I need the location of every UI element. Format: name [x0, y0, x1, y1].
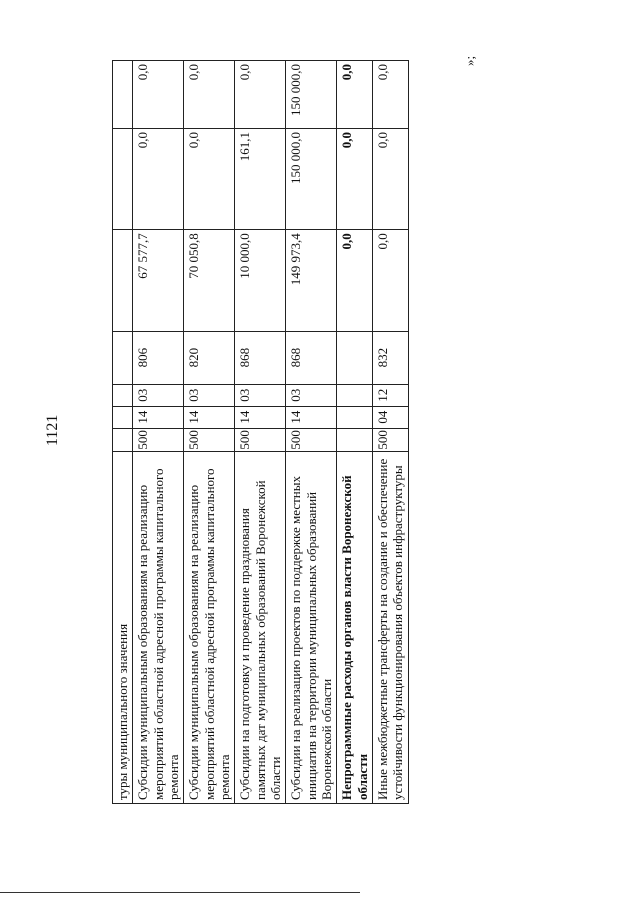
row-code-3	[113, 384, 133, 406]
row-value-2: 0,0	[372, 128, 408, 229]
row-code-2: 14	[133, 406, 184, 428]
row-value-2	[113, 128, 133, 229]
row-value-1	[113, 230, 133, 331]
row-code-2	[337, 406, 373, 428]
row-value-2: 150 000,0	[286, 128, 337, 229]
row-code-1: 500	[235, 428, 286, 451]
row-value-3: 0,0	[372, 61, 408, 129]
table-row	[113, 61, 133, 804]
row-code-2: 04	[372, 406, 408, 428]
row-code-3: 03	[184, 384, 235, 406]
row-code-1	[113, 428, 133, 451]
row-value-2: 161,1	[235, 128, 286, 229]
closing-quote-mark: »;	[462, 55, 477, 66]
row-code-2: 14	[235, 406, 286, 428]
table-row	[372, 61, 408, 804]
row-value-3: 150 000,0	[286, 61, 337, 129]
row-value-3	[113, 61, 133, 129]
row-code-3: 03	[286, 384, 337, 406]
row-code-1: 500	[372, 428, 408, 451]
row-code-3	[337, 384, 373, 406]
row-code-1: 500	[184, 428, 235, 451]
row-name: Субсидии на реализацию проектов по поддержке местных инициатив на территории муниципальных образований Воронежской области	[286, 452, 337, 804]
row-value-1: 70 050,8	[184, 230, 235, 331]
row-value-1: 67 577,7	[133, 230, 184, 331]
row-code-4: 806	[133, 331, 184, 384]
row-name: туры муниципального значения	[113, 452, 133, 804]
row-code-1: 500	[286, 428, 337, 451]
table-row	[337, 61, 373, 804]
row-code-3: 12	[372, 384, 408, 406]
row-code-4	[113, 331, 133, 384]
row-value-2: 0,0	[337, 128, 373, 229]
budget-table	[112, 60, 409, 804]
row-code-1	[337, 428, 373, 451]
row-value-1: 0,0	[372, 230, 408, 331]
row-code-3: 03	[133, 384, 184, 406]
row-code-2	[113, 406, 133, 428]
rotated-budget-table	[112, 60, 409, 804]
row-code-4: 832	[372, 331, 408, 384]
table-row	[133, 61, 184, 804]
row-code-1: 500	[133, 428, 184, 451]
bottom-divider	[0, 892, 360, 893]
table-row	[286, 61, 337, 804]
row-code-4	[337, 331, 373, 384]
row-code-2: 14	[184, 406, 235, 428]
row-value-1: 149 973,4	[286, 230, 337, 331]
row-name: Субсидии на подготовку и проведение празднования памятных дат муниципальных образований Воронежской области	[235, 452, 286, 804]
row-value-2: 0,0	[133, 128, 184, 229]
row-name: Непрограммные расходы органов власти Воронежской области	[337, 452, 373, 804]
row-value-3: 0,0	[337, 61, 373, 129]
row-name: Иные межбюджетные трансферты на создание и обеспечение устойчивости функционирования объектов инфраструктуры	[372, 452, 408, 804]
row-code-2: 14	[286, 406, 337, 428]
table-row	[184, 61, 235, 804]
row-value-1: 10 000,0	[235, 230, 286, 331]
row-code-4: 820	[184, 331, 235, 384]
row-value-2: 0,0	[184, 128, 235, 229]
row-name: Субсидии муниципальным образованиям на реализацию мероприятий областной адресной программы капитального ремонта	[184, 452, 235, 804]
table-row	[235, 61, 286, 804]
row-value-1: 0,0	[337, 230, 373, 331]
row-name: Субсидии муниципальным образованиям на реализацию мероприятий областной адресной программы капитального ремонта	[133, 452, 184, 804]
row-code-4: 868	[235, 331, 286, 384]
row-value-3: 0,0	[235, 61, 286, 129]
row-code-3: 03	[235, 384, 286, 406]
row-value-3: 0,0	[133, 61, 184, 129]
row-code-4: 868	[286, 331, 337, 384]
page-number: 1121	[44, 414, 61, 446]
row-value-3: 0,0	[184, 61, 235, 129]
